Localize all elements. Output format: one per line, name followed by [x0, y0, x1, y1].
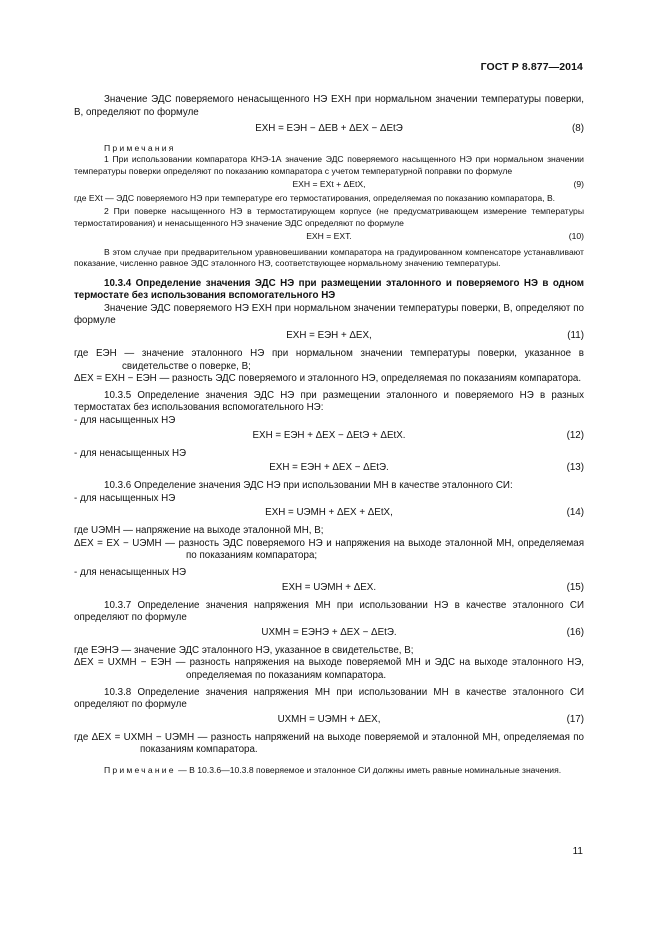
formula-expression: EXH = EЭH + ΔEX − ΔEtЭ.	[269, 462, 389, 474]
note-1: 1 При использовании компаратора КНЭ-1А значение ЭДС поверяемого насыщенного НЭ при нормальном значении температуры поверки определяют по показанию компаратора с учетом температурной поправки по формуле	[74, 154, 584, 176]
final-note-text: — В 10.3.6—10.3.8 поверяемое и эталонное СИ должны иметь равные номинальные значения.	[178, 765, 562, 775]
formula-number: (14)	[566, 507, 584, 519]
where-14-a: где UЭМH — напряжение на выходе эталонной МН, В;	[74, 525, 324, 537]
paragraph-10-3-7: 10.3.7 Определение значения напряжения МН при использовании НЭ в качестве эталонного СИ определяют по формуле	[74, 599, 584, 624]
formula-expression: UXМH = EЭHЭ + ΔEX − ΔEtЭ.	[261, 626, 397, 638]
formula-16	[74, 625, 584, 641]
note-2: 2 При поверке насыщенного НЭ в термостатирующем корпусе (не предусматривающем измерение температуры термостатирования) и ненасыщенного НЭ значение ЭДС определяют по формуле	[74, 206, 584, 228]
formula-expression: EXH = EXt + ΔEtX,	[292, 179, 366, 190]
formula-9	[74, 177, 584, 191]
formula-expression: EXH = UЭМH + ΔEX.	[281, 581, 377, 593]
page-number: 11	[572, 846, 583, 857]
where-11-b: ΔEX = EXH − EЭH — разность ЭДС поверяемого и эталонного НЭ, определяемая по показаниям компаратора.	[74, 373, 582, 385]
section-heading-10-3-4: 10.3.4 Определение значения ЭДС НЭ при размещении эталонного и поверяемого НЭ в одном термостате без использования вспомогательного НЭ	[74, 277, 584, 302]
note-1-where: где EXt — ЭДС поверяемого НЭ при температуре его термостатирования, определяемая по показанию компаратора, В.	[74, 193, 556, 204]
formula-17	[74, 712, 584, 728]
formula-number: (15)	[566, 581, 584, 593]
formula-number: (10)	[568, 230, 584, 241]
formula-number: (8)	[572, 123, 584, 135]
formula-15	[74, 580, 584, 596]
list-saturated-1: - для насыщенных НЭ	[74, 414, 176, 426]
formula-11	[74, 328, 584, 344]
where-14-b: ΔEX = EX − UЭМH — разность ЭДС поверяемого НЭ и напряжения на выходе эталонной МН, определяемая по показаниям компаратора;	[74, 537, 584, 562]
document-header: ГОСТ Р 8.877—2014	[480, 61, 583, 73]
formula-10	[74, 229, 584, 243]
formula-number: (13)	[566, 462, 584, 474]
where-17: где ΔEX = UXМH − UЭМH — разность напряжений на выходе поверяемой и эталонной МН, определяемая по показаниям компаратора.	[74, 731, 584, 756]
list-unsaturated-2: - для ненасыщенных НЭ	[74, 567, 187, 579]
formula-number: (17)	[566, 713, 584, 725]
formula-number: (11)	[567, 329, 584, 341]
paragraph-intro: Значение ЭДС поверяемого ненасыщенного НЭ EXH при нормальном значении температуры поверки, В, определяют по формуле	[74, 94, 584, 118]
document-body	[74, 94, 584, 776]
paragraph-10-3-6: 10.3.6 Определение значения ЭДС НЭ при использовании МН в качестве эталонного СИ:	[104, 480, 513, 492]
paragraph-10-3-8: 10.3.8 Определение значения напряжения МН при использовании МН в качестве эталонного СИ определяют по формуле	[74, 686, 584, 711]
formula-number: (12)	[566, 429, 584, 441]
final-note-label: Примечание	[104, 765, 176, 775]
where-16-a: где EЭHЭ — значение ЭДС эталонного НЭ, указанное в свидетельстве, В;	[74, 644, 414, 656]
list-saturated-2: - для насыщенных НЭ	[74, 492, 176, 504]
paragraph-10-3-4: Значение ЭДС поверяемого НЭ EXH при нормальном значении температуры поверки, В, определяют по формуле	[74, 302, 584, 327]
formula-number: (9)	[573, 179, 584, 190]
paragraph-10-3-5: 10.3.5 Определение значения ЭДС НЭ при размещении эталонного и поверяемого НЭ в разных термостатах без использования вспомогательного НЭ:	[74, 389, 584, 414]
formula-expression: EXH = EЭH + ΔEX,	[286, 329, 372, 341]
final-note	[74, 765, 584, 776]
formula-number: (16)	[566, 626, 584, 638]
list-unsaturated-1: - для ненасыщенных НЭ	[74, 447, 187, 459]
formula-expression: EXH = EЭH + ΔEX − ΔEtЭ + ΔEtX.	[252, 429, 406, 441]
formula-expression: EXH = EЭH − ΔEВ + ΔEX − ΔEtЭ	[255, 123, 403, 135]
formula-12	[74, 428, 584, 444]
formula-expression: EXH = EXT.	[306, 230, 352, 241]
notes-title: Примечания	[104, 143, 176, 154]
where-11-a: где EЭH — значение эталонного НЭ при нормальном значении температуры поверки, указанное в свидетельстве о поверке, В;	[74, 347, 584, 372]
formula-expression: UXМH = UЭМH + ΔEX,	[277, 713, 381, 725]
formula-14	[74, 505, 584, 521]
formula-expression: EXH = UЭМH + ΔEX + ΔEtX,	[265, 507, 393, 519]
where-16-b: ΔEX = UXМH − EЭH — разность напряжения на выходе поверяемой МН и ЭДС на выходе эталонного НЭ, определяемая по показаниям компаратора.	[74, 657, 584, 682]
formula-13	[74, 460, 584, 476]
note-2-tail: В этом случае при предварительном уравновешивании компаратора на градуированном компенсаторе устанавливают показание, численно равное ЭДС эталонного НЭ, соответствующее нормальному значению температуры.	[74, 246, 584, 269]
formula-8	[74, 121, 584, 137]
